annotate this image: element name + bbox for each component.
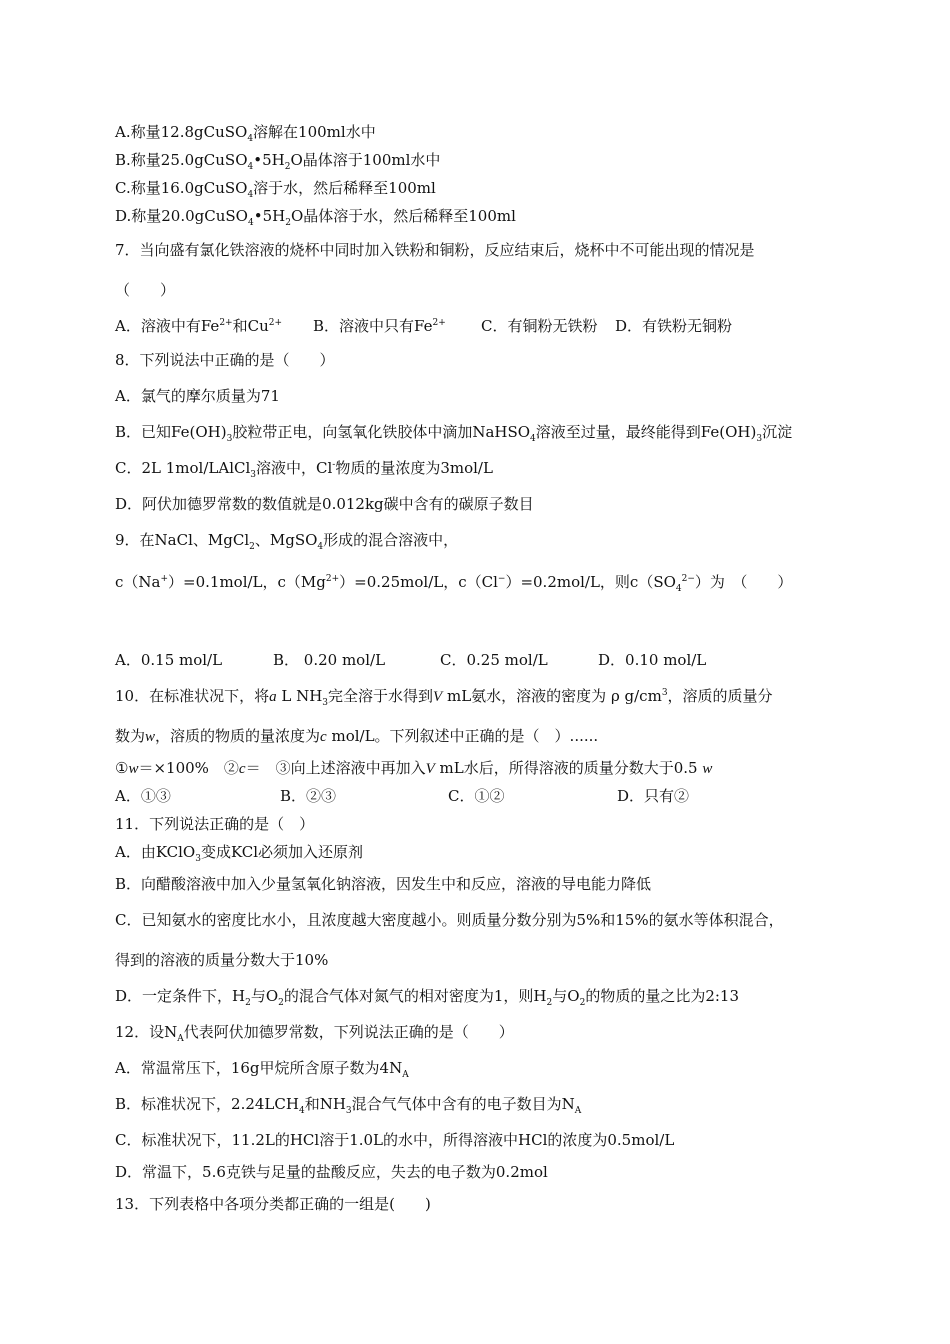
subscript: 4	[247, 162, 254, 172]
question-10-statements	[115, 758, 950, 779]
text: 的物质的量之比为2:13	[585, 987, 739, 1005]
q6-option-c	[115, 178, 950, 198]
text: 与O	[250, 987, 279, 1005]
italic-var: V	[433, 689, 443, 705]
q11-option-d	[115, 986, 950, 1006]
text: ）=0.25mol/L，c（Cl	[339, 573, 498, 591]
text: 和NH	[304, 1095, 346, 1113]
subscript: 4	[675, 584, 682, 594]
question-10-cont	[115, 726, 950, 747]
subscript: 4	[247, 190, 254, 200]
subscript: 2	[245, 998, 251, 1008]
text: 数为	[115, 727, 146, 745]
question-8: 8．下列说法中正确的是（ ）	[115, 351, 335, 369]
text: 代表阿伏加德罗常数，下列说法正确的是（ ）	[183, 1023, 514, 1041]
q8-option-c	[115, 458, 950, 478]
superscript: +	[160, 574, 169, 584]
text: ①	[115, 759, 129, 777]
superscript: 2+	[268, 318, 283, 328]
text: B．标准状况下，2.24LCH	[115, 1095, 299, 1113]
text: c（Na	[115, 573, 161, 591]
superscript: 2+	[432, 318, 446, 328]
text: 和Cu	[232, 317, 269, 335]
q6-option-a	[115, 122, 950, 142]
subscript: 4	[247, 134, 254, 144]
text: ＝ ③向上述溶液中再加入	[245, 759, 426, 777]
q12-option-a	[115, 1058, 950, 1078]
text: C.称量16.0gCuSO	[115, 179, 248, 197]
question-13: 13．下列表格中各项分类都正确的一组是( )	[115, 1195, 431, 1213]
q9-option-c: C．0.25 mol/L	[440, 651, 548, 669]
subscript: A	[574, 1106, 582, 1116]
q7-option-d: D．有铁粉无铜粉	[615, 317, 733, 335]
q10-option-b: B．②③	[280, 787, 337, 805]
superscript: 2−	[681, 574, 695, 584]
q10-option-c: C．①②	[448, 787, 505, 805]
text: mL水后，所得溶液的质量分数大于0.5	[434, 759, 698, 777]
subscript: 3	[195, 854, 201, 864]
italic-var: w	[702, 761, 713, 777]
q9-option-b: B． 0.20 mol/L	[273, 651, 386, 669]
text: 溶液至过量，最终能得到Fe(OH)	[535, 423, 757, 441]
italic-var: c	[238, 761, 246, 777]
text: 溶解在100ml水中	[253, 123, 376, 141]
superscript: 3	[661, 688, 668, 698]
text: L NH	[276, 687, 323, 705]
subscript: A	[177, 1034, 184, 1044]
text: O晶体溶于水，然后稀释至100ml	[290, 207, 516, 225]
subscript: 4	[247, 218, 254, 228]
text: 沉淀	[762, 423, 793, 441]
subscript: 2	[284, 162, 291, 172]
italic-var: w	[128, 761, 139, 777]
q6-option-d	[115, 206, 950, 226]
q8-option-b	[115, 422, 950, 442]
superscript: 2+	[325, 574, 340, 584]
text: 完全溶于水得到	[328, 687, 434, 705]
q10-option-a: A．①③	[115, 787, 171, 805]
text: 的混合气体对氮气的相对密度为1，则H	[283, 987, 547, 1005]
text: A．由KClO	[115, 843, 196, 861]
superscript: −	[497, 574, 506, 584]
q7-option-c: C．有铜粉无铁粉	[481, 317, 598, 335]
question-9-formula	[115, 572, 950, 592]
subscript: 4	[530, 434, 536, 444]
subscript: 2	[285, 218, 291, 228]
text: O晶体溶于100ml水中	[290, 151, 441, 169]
text: 9．在NaCl、MgCl	[115, 531, 250, 549]
subscript: 3	[756, 434, 763, 444]
subscript: 2	[546, 998, 553, 1008]
text: A.称量12.8gCuSO	[115, 123, 248, 141]
q12-option-b	[115, 1094, 950, 1114]
subscript: 3	[345, 1106, 352, 1116]
q11-option-c: C．已知氨水的密度比水小，且浓度越大密度越小。则质量分数分别为5%和15%的氨水等体积混合，	[115, 911, 784, 929]
text: A．溶液中有Fe	[115, 317, 220, 335]
text: ）=0.2mol/L，则c（SO	[505, 573, 676, 591]
text: 溶液中，Cl	[256, 459, 333, 477]
text: ，溶质的质量分	[667, 687, 773, 705]
text: B．已知Fe(OH)	[115, 423, 227, 441]
question-7-paren: （ ）	[115, 281, 176, 299]
q6-option-b	[115, 150, 950, 170]
subscript: 3	[322, 698, 329, 708]
subscript: 3	[250, 470, 256, 480]
text: B.称量25.0gCuSO	[115, 151, 248, 169]
q12-option-d: D．常温下，5.6克铁与足量的盐酸反应，失去的电子数为0.2mol	[115, 1163, 548, 1181]
text: mol/L。下列叙述中正确的是（ ）......	[326, 727, 599, 745]
superscript: -	[332, 460, 336, 470]
text: 溶于水，然后稀释至100ml	[253, 179, 436, 197]
text: ＝×100% ②	[138, 759, 239, 777]
italic-var: c	[320, 729, 327, 745]
text: 变成KCl必须加入还原剂	[200, 843, 364, 861]
text: 物质的量浓度为3mol/L	[335, 459, 493, 477]
superscript: 2+	[219, 318, 233, 328]
q12-option-c: C．标准状况下，11.2L的HCl溶于1.0L的水中，所得溶液中HCl的浓度为0.5mol/L	[115, 1131, 675, 1149]
italic-var: V	[425, 761, 435, 777]
text: B．溶液中只有Fe	[313, 317, 433, 335]
text: ）为 （ ）	[694, 573, 793, 591]
subscript: 4	[317, 542, 324, 552]
text: •5H	[253, 207, 286, 225]
q11-option-a	[115, 842, 950, 862]
italic-var: w	[145, 729, 156, 745]
text: 10．在标准状况下，将	[115, 687, 270, 705]
subscript: 2	[278, 998, 284, 1008]
q9-option-d: D．0.10 mol/L	[598, 651, 707, 669]
subscript: A	[402, 1070, 409, 1080]
question-12	[115, 1022, 950, 1042]
subscript: 4	[298, 1106, 305, 1116]
question-10	[115, 686, 950, 707]
text: A．常温常压下，16g甲烷所含原子数为4N	[115, 1059, 403, 1077]
text: 混合气气体中含有的电子数目为N	[351, 1095, 575, 1113]
text: 形成的混合溶液中，	[323, 531, 459, 549]
subscript: 2	[249, 542, 255, 552]
text: D．一定条件下，H	[115, 987, 246, 1005]
text: 12．设N	[115, 1023, 178, 1041]
subscript: 2	[579, 998, 586, 1008]
subscript: 3	[226, 434, 233, 444]
text: •5H	[253, 151, 285, 169]
q11-option-c-cont: 得到的溶液的质量分数大于10%	[115, 951, 329, 969]
question-11: 11．下列说法正确的是（ ）	[115, 815, 315, 833]
q11-option-b: B．向醋酸溶液中加入少量氢氧化钠溶液，因发生中和反应，溶液的导电能力降低	[115, 875, 652, 893]
text: C．2L 1mol/LAlCl	[115, 459, 251, 477]
text: 、MgSO	[254, 531, 318, 549]
text: 胶粒带正电，向氢氧化铁胶体中滴加NaHSO	[232, 423, 531, 441]
question-7: 7．当向盛有氯化铁溶液的烧杯中同时加入铁粉和铜粉，反应结束后，烧杯中不可能出现的情况是	[115, 241, 755, 259]
text: ，溶质的物质的量浓度为	[155, 727, 321, 745]
text: D.称量20.0gCuSO	[115, 207, 248, 225]
q8-option-d: D．阿伏加德罗常数的数值就是0.012kg碳中含有的碳原子数目	[115, 495, 534, 513]
text: mL氨水，溶液的密度为 ρ g/cm	[442, 687, 662, 705]
q10-option-d: D．只有②	[617, 787, 690, 805]
text: 与O	[552, 987, 580, 1005]
question-9	[115, 530, 950, 550]
q8-option-a: A．氯气的摩尔质量为71	[115, 387, 280, 405]
q9-option-a: A．0.15 mol/L	[115, 651, 223, 669]
italic-var: a	[269, 689, 277, 705]
text: ）=0.1mol/L，c（Mg	[168, 573, 326, 591]
